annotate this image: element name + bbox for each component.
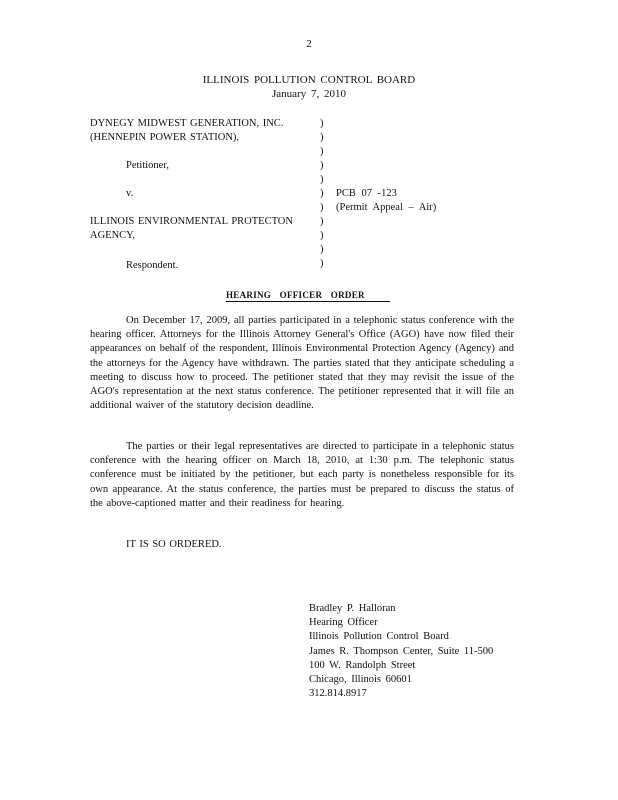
respondent-role: Respondent. (126, 260, 179, 271)
signer-street: 100 W. Randolph Street (309, 659, 416, 671)
caption-paren: ) (320, 244, 324, 255)
petitioner-name: DYNEGY MIDWEST GENERATION, INC. (90, 118, 284, 129)
versus-label: v. (126, 188, 134, 199)
body-paragraph-directive: The parties or their legal representatives are directed to participate in a telephonic status conference with the hearing officer on March 18, 2010, at 1:30 p.m. The telephonic status conference must be initiated by the petitioner, but each party is nonetheless responsible for its own appearance. At the status conference, the parties must be prepared to discuss the status of the above-captioned matter and their readiness for hearing. (90, 441, 514, 509)
respondent-name: ILLINOIS ENVIRONMENTAL PROTECTON (90, 216, 293, 227)
caption-paren: ) (320, 258, 324, 269)
caption-paren: ) (320, 146, 324, 157)
caption-paren: ) (320, 230, 324, 241)
respondent-name-cont: AGENCY, (90, 230, 136, 241)
signer-building: James R. Thompson Center, Suite 11-500 (309, 645, 494, 657)
petitioner-role: Petitioner, (126, 160, 170, 171)
caption-paren: ) (320, 132, 324, 143)
order-closing: IT IS SO ORDERED. (126, 539, 222, 550)
caption-paren: ) (320, 174, 324, 185)
signature-block (309, 602, 493, 701)
caption-paren: ) (320, 202, 324, 213)
case-number: PCB 07 -123 (336, 188, 397, 199)
caption-paren: ) (320, 160, 324, 171)
signer-board: Illinois Pollution Control Board (309, 631, 449, 643)
document-title: HEARING OFFICER ORDER (226, 290, 365, 300)
signer-name: Bradley P. Halloran (309, 603, 396, 614)
petitioner-facility: (HENNEPIN POWER STATION), (90, 132, 240, 143)
caption-paren: ) (320, 216, 324, 227)
caption-paren: ) (320, 118, 324, 129)
order-date: January 7, 2010 (272, 88, 346, 100)
signer-city: Chicago, Illinois 60601 (309, 674, 412, 686)
signer-title: Hearing Officer (309, 617, 378, 629)
page-number: 2 (306, 38, 312, 50)
signer-phone: 312.814.8917 (309, 688, 367, 700)
caption-paren: ) (320, 188, 324, 199)
case-type: (Permit Appeal – Air) (336, 202, 437, 213)
agency-heading: ILLINOIS POLLUTION CONTROL BOARD (202, 74, 416, 86)
body-paragraph-status: On December 17, 2009, all parties participated in a telephonic status conference with the hearing officer. Attorneys for the Illinois Attorney General's Office (AGO) have now filed their appearances on behalf of the respondent, Illinois Environmental Protection Agency (Agency) and the attorneys for the Agency have withdrawn. The parties stated that they anticipate scheduling a meeting to discuss how to proceed. The petitioner stated that they may revisit the issue of the AGO's representation at the next status conference. The petitioner represented that it will file an additional waiver of the statutory decision deadline. (90, 315, 514, 412)
title-underline (226, 301, 390, 302)
